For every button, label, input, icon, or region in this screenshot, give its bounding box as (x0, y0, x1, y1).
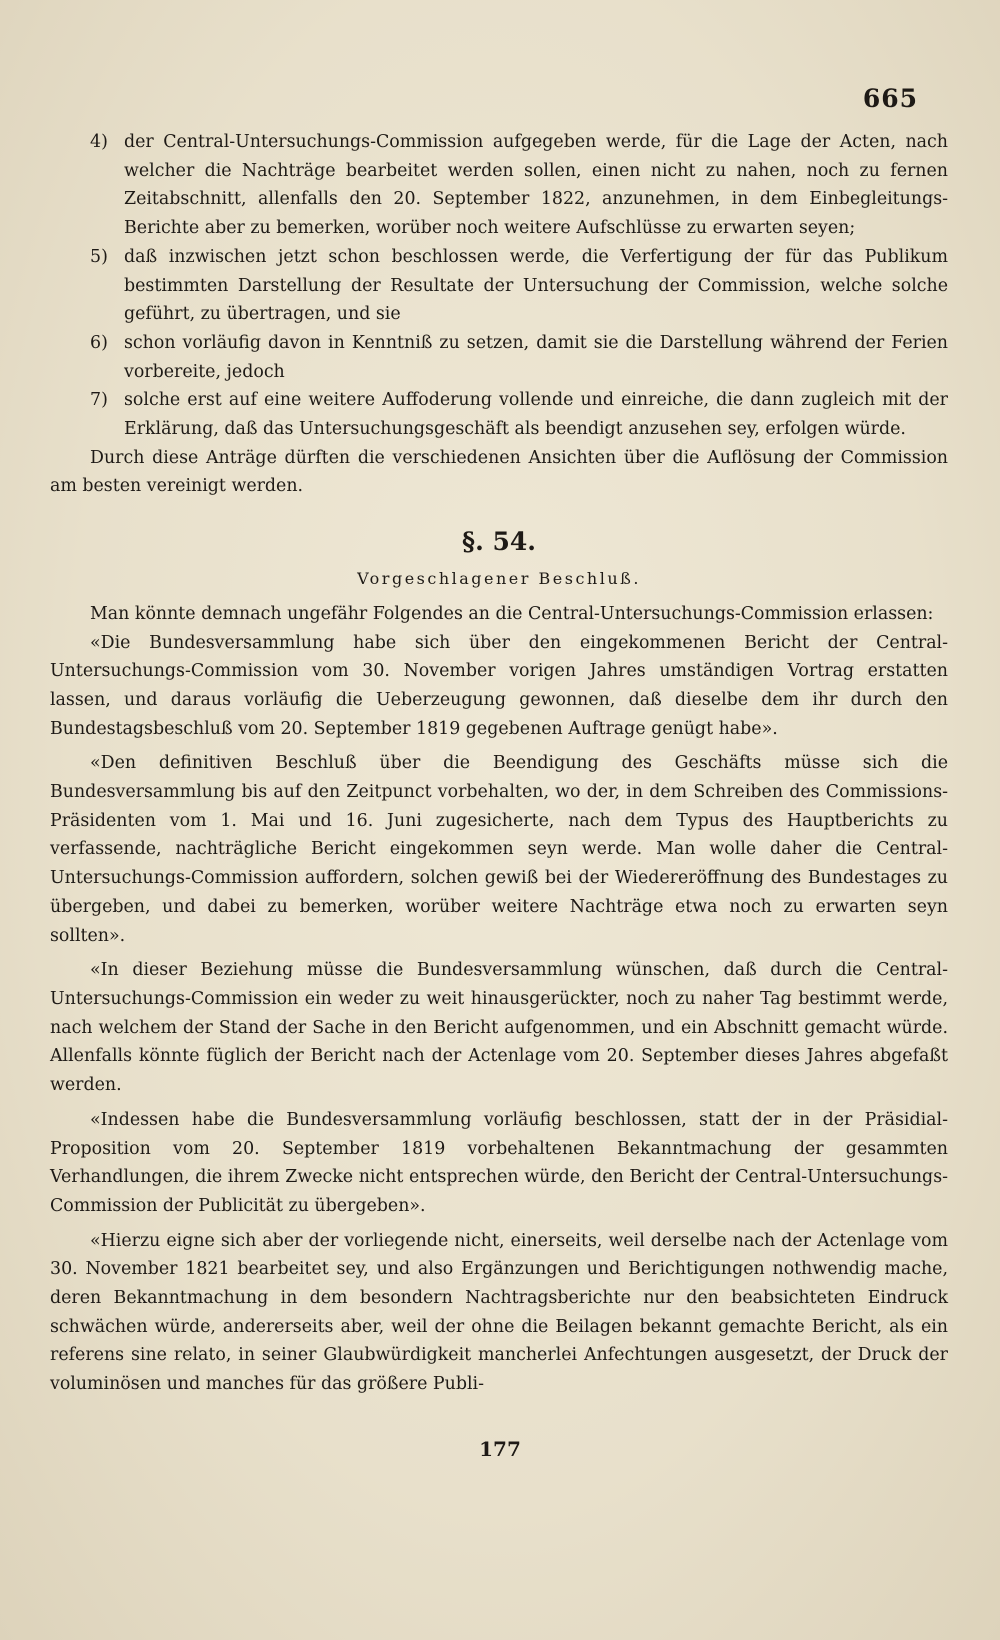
item-number: 7) (90, 390, 108, 411)
item-text: solche erst auf eine weitere Auffoderung vollende und einreiche, die dann zugleich mit der Erklärung, daß das Untersuchungsgeschäft als beendigt anzusehen sey, erfolgen würde. (124, 390, 948, 440)
quote-paragraph-4: «Indessen habe die Bundesversammlung vorläufig beschlossen, statt der in der Präsidial-Proposition vom 20. September 1819 vorbehaltenen Bekanntmachung der gesammten Verhandlungen, die ihrem Zwecke nicht entsprechen würde, den Bericht der Central-Untersuchungs-Commission der Publicität zu übergeben». (50, 1109, 948, 1216)
section-heading: §. 54. (462, 527, 536, 557)
conclusion-paragraph: Durch diese Anträge dürften die verschiedenen Ansichten über die Auflösung der Commission am besten vereinigt werden. (50, 447, 948, 497)
quote-paragraph-3: «In dieser Beziehung müsse die Bundesversammlung wünschen, daß durch die Central-Untersuchungs-Commission ein weder zu weit hinausgerückter, noch zu naher Tag bestimmt werde, nach welchem der Stand der Sache in den Bericht aufgenommen, und ein Abschnitt gemacht würde. Allenfalls könnte füglich der Bericht nach der Actenlage vom 20. September dieses Jahres abgefaßt werden. (50, 960, 948, 1096)
signature-mark: 177 (479, 1437, 521, 1461)
intro-paragraph: Man könnte demnach ungefähr Folgendes an die Central-Untersuchungs-Commission erlassen: (90, 603, 934, 624)
section-subheading: Vorgeschlagener Beschluß. (357, 569, 641, 589)
item-text: schon vorläufig davon in Kenntniß zu setzen, damit sie die Darstellung während der Ferien vorbereite, jedoch (124, 332, 948, 382)
page-number: 665 (862, 84, 918, 113)
list-item-6 (50, 329, 948, 386)
list-item-5 (50, 243, 948, 329)
item-number: 6) (90, 332, 108, 353)
body-text (50, 128, 948, 1399)
item-text: der Central-Untersuchungs-Commission aufgegeben werde, für die Lage der Acten, nach welcher die Nachträge bearbeitet werden sollen, einen nicht zu nahen, noch zu fernen Zeitabschnitt, allenfalls den 20. September 1822, anzunehmen, in dem Einbegleitungs-Berichte aber zu bemerken, worüber noch weitere Aufschlüsse zu erwarten seyen; (124, 132, 948, 239)
quote-paragraph-2: «Den definitiven Beschluß über die Beendigung des Geschäfts müsse sich die Bundesversammlung bis auf den Zeitpunct vorbehalten, wo der, in dem Schreiben des Commissions-Präsidenten vom 1. Mai und 16. Juni zugesicherte, nach dem Typus des Hauptberichts zu verfassende, nachträgliche Bericht eingekommen seyn werde. Man wolle daher die Central-Untersuchungs-Commission auffordern, solchen gewiß bei der Wiedereröffnung des Bundestages zu übergeben, und dabei zu bemerken, worüber weitere Nachträge etwa noch zu erwarten seyn sollten». (50, 753, 948, 946)
list-item-7 (50, 386, 948, 443)
list-item-4 (50, 128, 948, 243)
quote-paragraph-1: «Die Bundesversammlung habe sich über den eingekommenen Bericht der Central-Untersuchungs-Commission vom 30. November vorigen Jahres umständigen Vortrag erstatten lassen, und daraus vorläufig die Ueberzeugung gewonnen, daß dieselbe dem ihr durch den Bundestagsbeschluß vom 20. September 1819 gegebenen Auftrage genügt habe». (50, 632, 948, 739)
item-text: daß inzwischen jetzt schon beschlossen werde, die Verfertigung der für das Publikum bestimmten Darstellung der Resultate der Untersuchung der Commission, welche solche geführt, zu übertragen, und sie (124, 246, 948, 325)
quote-paragraph-5: «Hierzu eigne sich aber der vorliegende nicht, einerseits, weil derselbe nach der Actenlage vom 30. November 1821 bearbeitet sey, und also Ergänzungen und Berichtigungen nothwendig mache, deren Bekanntmachung in dem besondern Nachtragsberichte nur den beabsichteten Eindruck schwächen würde, andererseits aber, weil der ohne die Beilagen bekannt gemachte Bericht, als ein referens sine relato, in seiner Glaubwürdigkeit mancherlei Anfechtungen ausgesetzt, der Druck der voluminösen und manches für das größere Publi- (50, 1230, 948, 1395)
item-number: 4) (90, 132, 108, 152)
item-number: 5) (90, 246, 108, 267)
